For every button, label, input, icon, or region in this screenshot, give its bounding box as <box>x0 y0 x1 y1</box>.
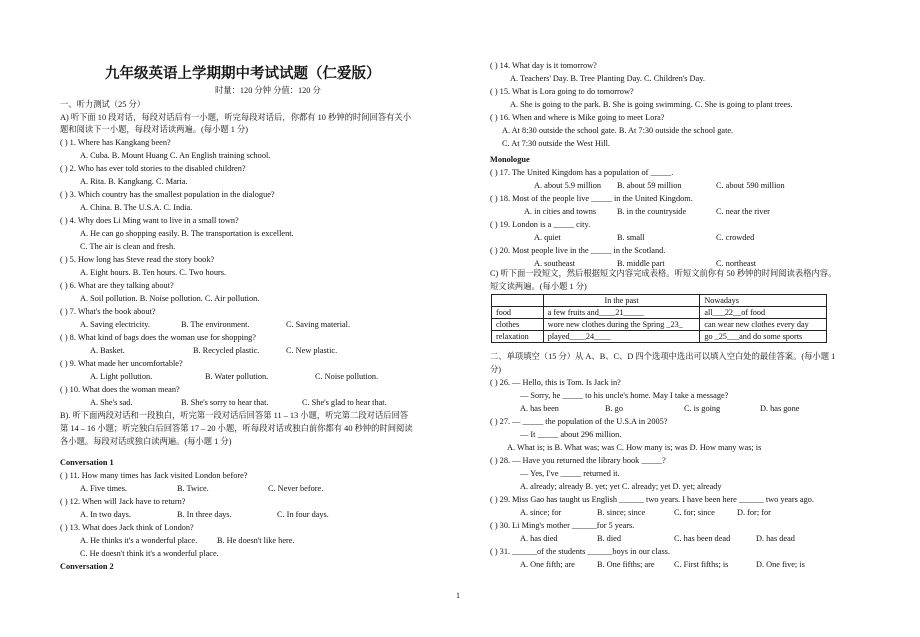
left-line-28: B. Water pollution. <box>205 372 269 381</box>
right-line-38: — Yes, I've _____ returned it. <box>520 469 620 478</box>
right-line-50: ( ) 31. ______of the students ______boys in our class. <box>490 547 670 556</box>
right-line-29: — Sorry, he _____ to his uncle's home. May I take a message? <box>520 391 729 400</box>
left-line-50: Conversation 2 <box>60 562 114 571</box>
right-line-10: B. about 59 million <box>617 181 682 190</box>
left-line-21: C. Saving material. <box>286 320 351 329</box>
left-line-29: C. Noise pollution. <box>315 372 379 381</box>
listening-table <box>491 294 827 343</box>
left-line-27: A. Light pollution. <box>90 372 153 381</box>
right-line-27: 分) <box>490 365 502 374</box>
right-line-22: B. middle part <box>617 259 665 268</box>
left-line-17: A. Soil pollution. B. Noise pollution. C. Air pollution. <box>80 294 260 303</box>
left-line-48: B. He doesn't like here. <box>217 536 295 545</box>
right-line-53: C. First fifths; is <box>674 560 729 569</box>
left-line-33: C. She's glad to hear that. <box>302 398 387 407</box>
left-line-15: A. Eight hours. B. Ten hours. C. Two hours. <box>80 268 227 277</box>
left-line-3: A) 听下面 10 段对话，每段对话后有一小题，听完每段对话后，你都有 10 秒钟的时间回答有关小 <box>60 113 412 122</box>
left-line-12: A. He can go shopping easily. B. The transportation is excellent. <box>80 229 294 238</box>
left-line-46: ( ) 13. What does Jack think of London? <box>60 523 194 532</box>
right-line-20: ( ) 20. Most people live in the _____ in the Scotland. <box>490 246 666 255</box>
right-line-34: ( ) 27. — _____ the population of the U.S.A in 2005? <box>490 417 668 426</box>
right-line-8: ( ) 17. The United Kingdom has a population of _____. <box>490 168 674 177</box>
left-line-16: ( ) 6. What are they talking about? <box>60 281 174 290</box>
right-line-11: C. about 590 million <box>716 181 785 190</box>
left-line-26: ( ) 9. What made her uncomfortable? <box>60 359 183 368</box>
right-line-42: B. since; since <box>597 508 646 517</box>
left-line-14: ( ) 5. How long has Steve read the story book? <box>60 255 215 264</box>
left-line-6: A. Cuba. B. Mount Huang C. An English training school. <box>80 151 271 160</box>
right-line-28: ( ) 26. — Hello, this is Tom. Is Jack in? <box>490 378 621 387</box>
right-line-47: B. died <box>597 534 621 543</box>
left-line-22: ( ) 8. What kind of bags does the woman use for shopping? <box>60 333 256 342</box>
left-line-49: C. He doesn't think it's a wonderful place. <box>80 549 219 558</box>
right-line-13: A. in cities and towns <box>524 207 597 216</box>
right-line-51: A. One fifth; are <box>520 560 575 569</box>
right-line-15: C. near the river <box>716 207 770 216</box>
right-line-9: A. about 5.9 million <box>534 181 602 190</box>
left-line-35: 第 14 – 16 小题；听完独白后回答第 17 – 20 小题，听每段对话或独白前你都有 40 秒钟的时间阅读 <box>60 424 413 433</box>
right-line-31: B. go <box>605 404 623 413</box>
left-line-40: B. Twice. <box>177 484 209 493</box>
right-line-6: C. At 7:30 outside the West Hill. <box>502 139 610 148</box>
left-line-18: ( ) 7. What's the book about? <box>60 307 156 316</box>
left-line-41: C. Never before. <box>268 484 324 493</box>
left-line-1: 时量：120 分钟 分值：120 分 <box>215 86 321 95</box>
right-line-48: C. has been dead <box>674 534 731 543</box>
right-line-21: A. southeast <box>534 259 576 268</box>
right-line-5: A. At 8:30 outside the school gate. B. At 7:30 outside the school gate. <box>502 126 734 135</box>
table-cell: relaxation <box>492 331 544 343</box>
left-line-42: ( ) 12. When will Jack have to return? <box>60 497 186 506</box>
left-line-37: Conversation 1 <box>60 458 114 467</box>
right-line-44: D. for; for <box>737 508 771 517</box>
left-line-8: A. Rita. B. Kangkang. C. Maria. <box>80 177 188 186</box>
left-line-47: A. He thinks it's a wonderful place. <box>80 536 198 545</box>
left-line-7: ( ) 2. Who has ever told stories to the disabled children? <box>60 164 246 173</box>
right-line-41: A. since; for <box>520 508 562 517</box>
table-cell: go _25___and do some sports <box>700 331 827 343</box>
left-line-31: A. She's sad. <box>90 398 133 407</box>
table-cell: can wear new clothes every day <box>700 319 827 331</box>
left-line-13: C. The air is clean and fresh. <box>80 242 176 251</box>
table-header-row <box>492 295 827 307</box>
left-line-4: 题和阅读下一小题，每段对话读两遍。(每小题 1 分) <box>60 125 249 134</box>
right-line-35: — It _____ about 296 million. <box>520 430 622 439</box>
left-line-11: ( ) 4. Why does Li Ming want to live in a small town? <box>60 216 239 225</box>
left-line-45: C. In four days. <box>277 510 329 519</box>
left-line-34: B). 听下面两段对话和一段独白，听完第一段对话后回答第 11 – 13 小题，听完第二段对话后回答 <box>60 411 409 420</box>
left-line-2: 一、听力测试（25 分） <box>60 100 146 109</box>
right-line-3: A. She is going to the park. B. She is going swimming. C. She is going to plant trees. <box>510 100 793 109</box>
right-line-46: A. has died <box>520 534 558 543</box>
right-line-23: C. northeast <box>716 259 757 268</box>
right-line-43: C. for; since <box>674 508 715 517</box>
left-line-24: B. Recycled plastic. <box>193 346 260 355</box>
left-line-25: C. New plastic. <box>286 346 338 355</box>
left-line-43: A. In two days. <box>80 510 131 519</box>
left-line-32: B. She's sorry to hear that. <box>181 398 269 407</box>
left-line-20: B. The environment. <box>181 320 250 329</box>
right-line-37: ( ) 28. — Have you returned the library book _____? <box>490 456 666 465</box>
right-line-40: ( ) 29. Miss Gao has taught us English ______ two years. I have been here ______ two years ago. <box>490 495 814 504</box>
right-line-7: Monologue <box>490 155 530 164</box>
right-line-32: C. is going <box>684 404 721 413</box>
left-line-36: 各小题。每段对话或独白读两遍。(每小题 1 分) <box>60 437 232 446</box>
left-line-23: A. Basket. <box>90 346 125 355</box>
right-line-2: ( ) 15. What is Lora going to do tomorrow? <box>490 87 634 96</box>
right-line-14: B. in the countryside <box>617 207 687 216</box>
left-line-44: B. In three days. <box>177 510 232 519</box>
table-cell <box>492 295 544 307</box>
left-line-10: A. China. B. The U.S.A. C. India. <box>80 203 193 212</box>
table-cell: wore new clothes during the Spring _23_ <box>543 319 700 331</box>
table-row <box>492 331 827 343</box>
table-cell: In the past <box>543 295 700 307</box>
right-line-19: C. crowded <box>716 233 755 242</box>
table-row <box>492 307 827 319</box>
table-row <box>492 319 827 331</box>
right-line-33: D. has gone <box>760 404 800 413</box>
left-line-0: 九年级英语上学期期中考试试题（仁爱版） <box>105 66 381 82</box>
table-cell: a few fruits and____21_____ <box>543 307 700 319</box>
right-line-54: D. One five; is <box>756 560 805 569</box>
page-number: 1 <box>456 591 460 600</box>
right-line-30: A. has been <box>520 404 559 413</box>
right-line-52: B. One fifths; are <box>597 560 655 569</box>
table-cell: clothes <box>492 319 544 331</box>
right-line-1: A. Teachers' Day. B. Tree Planting Day. C. Children's Day. <box>510 74 705 83</box>
table-cell: Nowadays <box>700 295 827 307</box>
right-line-24: C) 听下面一段短文，然后根据短文内容完成表格。听短文前你有 50 秒钟的时间阅读表格内容。 <box>490 269 837 278</box>
right-line-36: A. What is; is B. What was; was C. How many is; was D. How many was; is <box>507 443 762 452</box>
left-line-5: ( ) 1. Where has Kangkang been? <box>60 138 171 147</box>
right-line-16: ( ) 19. London is a _____ city. <box>490 220 591 229</box>
table-cell: all___22__of food <box>700 307 827 319</box>
right-line-17: A. quiet <box>534 233 561 242</box>
right-line-45: ( ) 30. Li Ming's mother ______for 5 years. <box>490 521 635 530</box>
right-line-18: B. small <box>617 233 645 242</box>
left-line-9: ( ) 3. Which country has the smallest population in the dialogue? <box>60 190 275 199</box>
left-line-30: ( ) 10. What does the woman mean? <box>60 385 180 394</box>
right-line-39: A. already; already B. yet; yet C. already; yet D. yet; already <box>520 482 722 491</box>
right-line-26: 二、单项填空（15 分）从 A、B、C、D 四个选项中选出可以填入空白处的最佳答案。(每小题 1 <box>490 352 836 361</box>
right-line-25: 短文读两遍。(每小题 1 分) <box>490 282 587 291</box>
table-cell: played____24____ <box>543 331 700 343</box>
left-line-38: ( ) 11. How many times has Jack visited London before? <box>60 471 248 480</box>
right-line-12: ( ) 18. Most of the people live _____ in the United Kingdom. <box>490 194 693 203</box>
right-line-4: ( ) 16. When and where is Mike going to meet Lora? <box>490 113 665 122</box>
left-line-39: A. Five times. <box>80 484 128 493</box>
left-line-19: A. Saving electricity. <box>80 320 150 329</box>
right-line-49: D. has dead <box>756 534 795 543</box>
right-line-0: ( ) 14. What day is it tomorrow? <box>490 61 597 70</box>
table-cell: food <box>492 307 544 319</box>
